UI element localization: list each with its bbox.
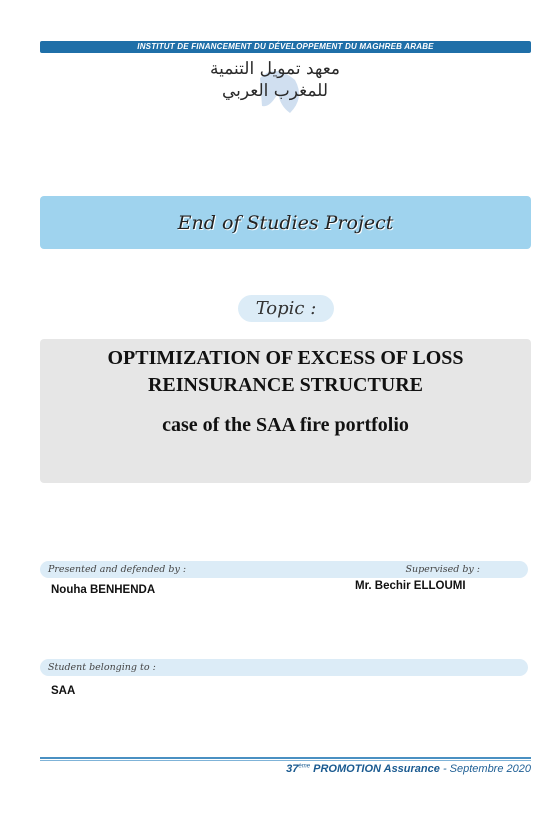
belonging-strip — [40, 659, 528, 676]
footer-promotion — [286, 763, 531, 775]
topic-title-line-2: REINSURANCE STRUCTURE — [147, 374, 424, 396]
supervisor-name: Mr. Bechir ELLOUMI — [355, 580, 466, 592]
project-title: End of Studies Project — [177, 211, 394, 234]
topic-pill — [238, 295, 334, 322]
promotion-sup: ème — [298, 763, 311, 770]
institute-banner: INSTITUT DE FINANCEMENT DU DÉVELOPPEMENT DU MAGHREB ARABE — [40, 41, 531, 53]
project-title-box — [40, 196, 531, 249]
topic-title-line-1: OPTIMIZATION OF EXCESS OF LOSS — [107, 347, 464, 369]
topic-subtitle: case of the SAA fire portfolio — [162, 414, 409, 436]
logo-arabic-text: معهد تمويل التنمية للمغرب العربي — [209, 59, 341, 101]
promotion-date: - Septembre 2020 — [442, 763, 531, 775]
footer-divider-thin — [40, 760, 531, 761]
presented-by-label: Presented and defended by : — [48, 564, 187, 575]
supervised-by-label: Supervised by : — [405, 564, 480, 575]
institute-logo — [200, 58, 350, 120]
student-name: Nouha BENHENDA — [51, 584, 156, 596]
topic-box — [40, 339, 531, 483]
footer-divider — [40, 757, 531, 759]
promotion-text: PROMOTION Assurance — [313, 763, 440, 775]
company-name: SAA — [51, 685, 76, 697]
belonging-label: Student belonging to : — [48, 662, 156, 673]
presented-supervised-strip — [40, 561, 528, 578]
promotion-number: 37 — [286, 763, 299, 775]
topic-label: Topic : — [255, 298, 317, 319]
